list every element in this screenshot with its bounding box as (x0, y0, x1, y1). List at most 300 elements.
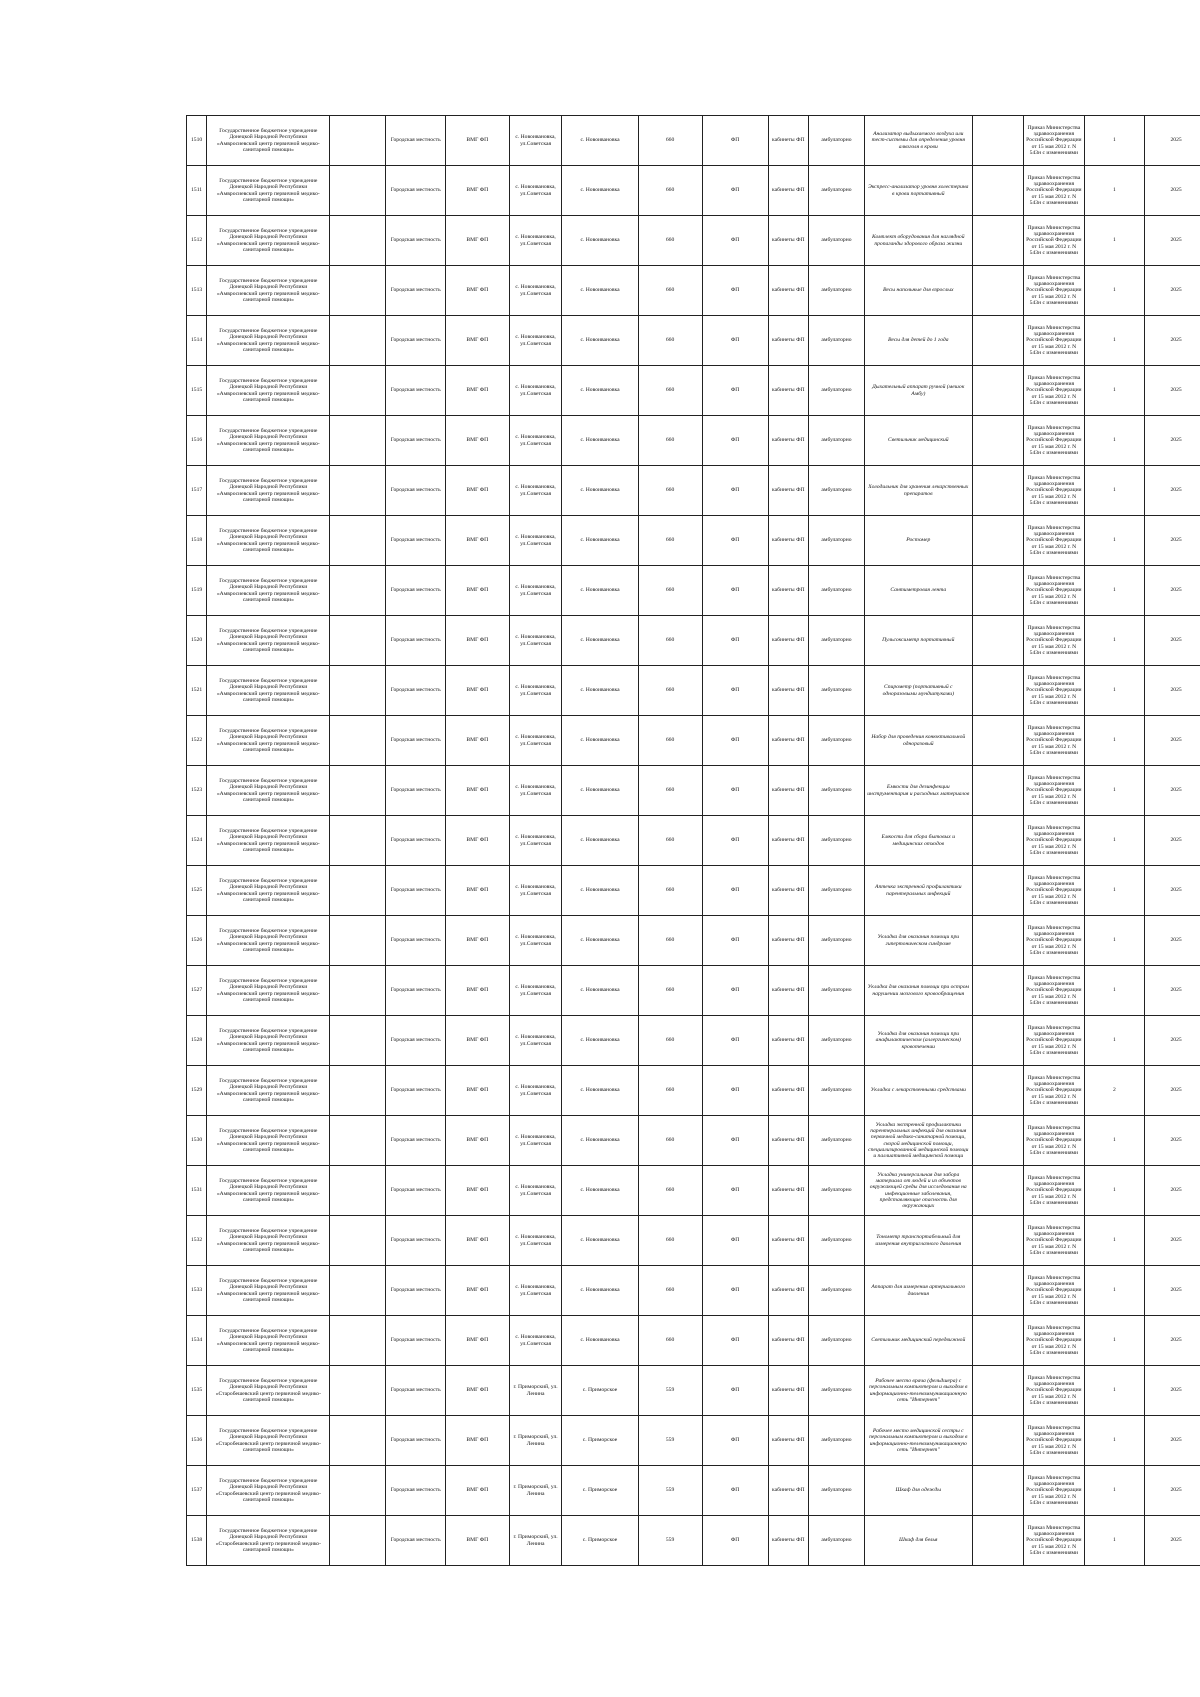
settlement: с. Новоивановка (562, 766, 638, 816)
row-number: 1523 (187, 766, 207, 816)
cabinet: кабинеты ФП (768, 416, 808, 466)
empty-cell (972, 1416, 1024, 1466)
quantity: 1 (1084, 1316, 1145, 1366)
row-number: 1514 (187, 316, 207, 366)
address: г. Приморский, ул. Ленина (509, 1516, 562, 1566)
settlement: с. Новоивановка (562, 566, 638, 616)
address: г. Приморский, ул. Ленина (509, 1466, 562, 1516)
table-row (187, 1116, 1200, 1166)
facility-type: ФП (702, 316, 768, 366)
facility-type: ФП (702, 866, 768, 916)
locality-type: Городская местность (386, 1366, 445, 1416)
address: с. Новоивановка, ул.Советская (509, 466, 562, 516)
equipment-name: Аптечка экстренной профилактики парентеральных инфекций (864, 866, 972, 916)
unit-type: ВМГ ФП (445, 116, 509, 166)
facility-type: ФП (702, 566, 768, 616)
empty-cell (330, 1016, 386, 1066)
quantity: 1 (1084, 916, 1145, 966)
unit-type: ВМГ ФП (445, 1366, 509, 1416)
organization: Государственное бюджетное учреждение Донецкой Народной Республики «Амвросиевский центр первичной медико-санитарной помощи» (207, 1016, 330, 1066)
row-number: 1511 (187, 166, 207, 216)
equipment-name: Укладка универсальная для забора материала от людей и из объектов окружающей среды для исследования на инфекционные заболевания, представляющие опасность для окружающих (864, 1166, 972, 1216)
row-number: 1531 (187, 1166, 207, 1216)
regulation: Приказ Министерства здравоохранения Российской Федерации от 15 мая 2012 г. N 543н с изменениями (1024, 1166, 1085, 1216)
facility-type: ФП (702, 1316, 768, 1366)
facility-type: ФП (702, 1266, 768, 1316)
locality-type: Городская местность (386, 1016, 445, 1066)
cabinet: кабинеты ФП (768, 766, 808, 816)
address: с. Новоивановка, ул.Советская (509, 866, 562, 916)
facility-type: ФП (702, 1066, 768, 1116)
cabinet: кабинеты ФП (768, 366, 808, 416)
equipment-name: Аппарат для измерения артериального давления (864, 1266, 972, 1316)
unit-type: ВМГ ФП (445, 916, 509, 966)
facility-type: ФП (702, 1116, 768, 1166)
regulation: Приказ Министерства здравоохранения Российской Федерации от 15 мая 2012 г. N 543н с изменениями (1024, 1416, 1085, 1466)
table-row (187, 766, 1200, 816)
address: с. Новоивановка, ул.Советская (509, 1116, 562, 1166)
care-form: амбулаторно (808, 616, 864, 666)
row-number: 1527 (187, 966, 207, 1016)
empty-cell (330, 566, 386, 616)
facility-type: ФП (702, 916, 768, 966)
quantity: 1 (1084, 716, 1145, 766)
quantity: 1 (1084, 166, 1145, 216)
locality-type: Городская местность (386, 1166, 445, 1216)
year: 2025 (1145, 866, 1200, 916)
row-number: 1526 (187, 916, 207, 966)
locality-type: Городская местность (386, 666, 445, 716)
year: 2025 (1145, 1116, 1200, 1166)
settlement: с. Новоивановка (562, 616, 638, 666)
empty-cell (330, 1316, 386, 1366)
population: 559 (638, 1366, 702, 1416)
organization: Государственное бюджетное учреждение Донецкой Народной Республики «Амвросиевский центр первичной медико-санитарной помощи» (207, 866, 330, 916)
cabinet: кабинеты ФП (768, 1416, 808, 1466)
equipment-name: Ростомер (864, 516, 972, 566)
regulation: Приказ Министерства здравоохранения Российской Федерации от 15 мая 2012 г. N 543н с изменениями (1024, 666, 1085, 716)
population: 660 (638, 1016, 702, 1066)
empty-cell (330, 266, 386, 316)
empty-cell (972, 566, 1024, 616)
settlement: с. Приморское (562, 1366, 638, 1416)
table-row (187, 966, 1200, 1016)
organization: Государственное бюджетное учреждение Донецкой Народной Республики «Амвросиевский центр первичной медико-санитарной помощи» (207, 1316, 330, 1366)
row-number: 1522 (187, 716, 207, 766)
locality-type: Городская местность (386, 1216, 445, 1266)
table-row (187, 666, 1200, 716)
empty-cell (972, 666, 1024, 716)
population: 660 (638, 1316, 702, 1366)
cabinet: кабинеты ФП (768, 466, 808, 516)
unit-type: ВМГ ФП (445, 1166, 509, 1216)
organization: Государственное бюджетное учреждение Донецкой Народной Республики «Амвросиевский центр первичной медико-санитарной помощи» (207, 1266, 330, 1316)
care-form: амбулаторно (808, 766, 864, 816)
cabinet: кабинеты ФП (768, 716, 808, 766)
table-row (187, 266, 1200, 316)
locality-type: Городская местность (386, 516, 445, 566)
year: 2025 (1145, 1516, 1200, 1566)
empty-cell (972, 1166, 1024, 1216)
population: 660 (638, 1266, 702, 1316)
locality-type: Городская местность (386, 866, 445, 916)
unit-type: ВМГ ФП (445, 566, 509, 616)
year: 2025 (1145, 416, 1200, 466)
regulation: Приказ Министерства здравоохранения Российской Федерации от 15 мая 2012 г. N 543н с изменениями (1024, 1266, 1085, 1316)
settlement: с. Приморское (562, 1516, 638, 1566)
row-number: 1536 (187, 1416, 207, 1466)
cabinet: кабинеты ФП (768, 816, 808, 866)
row-number: 1518 (187, 516, 207, 566)
table-row (187, 466, 1200, 516)
care-form: амбулаторно (808, 1216, 864, 1266)
address: с. Новоивановка, ул.Советская (509, 1316, 562, 1366)
equipment-name: Емкости для дезинфекции инструментария и расходных материалов (864, 766, 972, 816)
organization: Государственное бюджетное учреждение Донецкой Народной Республики «Старобешевский центр первичной медико-санитарной помощи» (207, 1366, 330, 1416)
empty-cell (330, 316, 386, 366)
equipment-name: Спирометр (портативный с одноразовыми мундштуками) (864, 666, 972, 716)
quantity: 1 (1084, 1016, 1145, 1066)
unit-type: ВМГ ФП (445, 816, 509, 866)
empty-cell (330, 716, 386, 766)
facility-type: ФП (702, 1466, 768, 1516)
quantity: 1 (1084, 1116, 1145, 1166)
regulation: Приказ Министерства здравоохранения Российской Федерации от 15 мая 2012 г. N 543н с изменениями (1024, 316, 1085, 366)
empty-cell (330, 1266, 386, 1316)
facility-type: ФП (702, 416, 768, 466)
equipment-name: Укладка экстренной профилактики парентеральных инфекций для оказания первичной медико-санитарной помощи, скорой медицинской помощи, специализированной медицинской помощи и паллиативной медицинской помощи (864, 1116, 972, 1166)
facility-type: ФП (702, 766, 768, 816)
organization: Государственное бюджетное учреждение Донецкой Народной Республики «Амвросиевский центр первичной медико-санитарной помощи» (207, 1166, 330, 1216)
facility-type: ФП (702, 1416, 768, 1466)
address: с. Новоивановка, ул.Советская (509, 266, 562, 316)
table-row (187, 1466, 1200, 1516)
facility-type: ФП (702, 116, 768, 166)
organization: Государственное бюджетное учреждение Донецкой Народной Республики «Амвросиевский центр первичной медико-санитарной помощи» (207, 566, 330, 616)
regulation: Приказ Министерства здравоохранения Российской Федерации от 15 мая 2012 г. N 543н с изменениями (1024, 266, 1085, 316)
row-number: 1521 (187, 666, 207, 716)
regulation: Приказ Министерства здравоохранения Российской Федерации от 15 мая 2012 г. N 543н с изменениями (1024, 1466, 1085, 1516)
equipment-name: Рабочее место врача (фельдшера) с персональным компьютером и выходом в информационно-телекоммуникационную сеть "Интернет" (864, 1366, 972, 1416)
locality-type: Городская местность (386, 116, 445, 166)
locality-type: Городская местность (386, 1466, 445, 1516)
unit-type: ВМГ ФП (445, 766, 509, 816)
locality-type: Городская местность (386, 366, 445, 416)
equipment-name: Укладка для оказания помощи при гипертоническом синдроме (864, 916, 972, 966)
empty-cell (972, 1316, 1024, 1366)
facility-type: ФП (702, 816, 768, 866)
regulation: Приказ Министерства здравоохранения Российской Федерации от 15 мая 2012 г. N 543н с изменениями (1024, 1116, 1085, 1166)
empty-cell (972, 766, 1024, 816)
care-form: амбулаторно (808, 416, 864, 466)
organization: Государственное бюджетное учреждение Донецкой Народной Республики «Амвросиевский центр первичной медико-санитарной помощи» (207, 216, 330, 266)
care-form: амбулаторно (808, 316, 864, 366)
organization: Государственное бюджетное учреждение Донецкой Народной Республики «Амвросиевский центр первичной медико-санитарной помощи» (207, 916, 330, 966)
quantity: 1 (1084, 1516, 1145, 1566)
population: 660 (638, 216, 702, 266)
unit-type: ВМГ ФП (445, 1516, 509, 1566)
address: с. Новоивановка, ул.Советская (509, 566, 562, 616)
unit-type: ВМГ ФП (445, 666, 509, 716)
address: с. Новоивановка, ул.Советская (509, 616, 562, 666)
organization: Государственное бюджетное учреждение Донецкой Народной Республики «Амвросиевский центр первичной медико-санитарной помощи» (207, 366, 330, 416)
organization: Государственное бюджетное учреждение Донецкой Народной Республики «Амвросиевский центр первичной медико-санитарной помощи» (207, 316, 330, 366)
population: 660 (638, 1116, 702, 1166)
settlement: с. Новоивановка (562, 166, 638, 216)
row-number: 1515 (187, 366, 207, 416)
organization: Государственное бюджетное учреждение Донецкой Народной Республики «Амвросиевский центр первичной медико-санитарной помощи» (207, 816, 330, 866)
quantity: 1 (1084, 316, 1145, 366)
settlement: с. Новоивановка (562, 1116, 638, 1166)
quantity: 1 (1084, 266, 1145, 316)
settlement: с. Новоивановка (562, 466, 638, 516)
cabinet: кабинеты ФП (768, 166, 808, 216)
population: 660 (638, 316, 702, 366)
empty-cell (330, 516, 386, 566)
empty-cell (330, 616, 386, 666)
organization: Государственное бюджетное учреждение Донецкой Народной Республики «Амвросиевский центр первичной медико-санитарной помощи» (207, 1216, 330, 1266)
year: 2025 (1145, 316, 1200, 366)
care-form: амбулаторно (808, 1466, 864, 1516)
population: 660 (638, 566, 702, 616)
regulation: Приказ Министерства здравоохранения Российской Федерации от 15 мая 2012 г. N 543н с изменениями (1024, 816, 1085, 866)
table-body (187, 116, 1200, 1566)
table-row (187, 866, 1200, 916)
regulation: Приказ Министерства здравоохранения Российской Федерации от 15 мая 2012 г. N 543н с изменениями (1024, 966, 1085, 1016)
row-number: 1528 (187, 1016, 207, 1066)
unit-type: ВМГ ФП (445, 1416, 509, 1466)
empty-cell (330, 766, 386, 816)
organization: Государственное бюджетное учреждение Донецкой Народной Республики «Амвросиевский центр первичной медико-санитарной помощи» (207, 1066, 330, 1116)
address: с. Новоивановка, ул.Советская (509, 316, 562, 366)
empty-cell (330, 816, 386, 866)
cabinet: кабинеты ФП (768, 566, 808, 616)
unit-type: ВМГ ФП (445, 616, 509, 666)
settlement: с. Новоивановка (562, 216, 638, 266)
care-form: амбулаторно (808, 1416, 864, 1466)
regulation: Приказ Министерства здравоохранения Российской Федерации от 15 мая 2012 г. N 543н с изменениями (1024, 716, 1085, 766)
locality-type: Городская местность (386, 766, 445, 816)
address: с. Новоивановка, ул.Советская (509, 1066, 562, 1116)
organization: Государственное бюджетное учреждение Донецкой Народной Республики «Амвросиевский центр первичной медико-санитарной помощи» (207, 516, 330, 566)
empty-cell (972, 916, 1024, 966)
quantity: 1 (1084, 466, 1145, 516)
empty-cell (972, 616, 1024, 666)
address: г. Приморский, ул. Ленина (509, 1366, 562, 1416)
empty-cell (972, 366, 1024, 416)
quantity: 1 (1084, 566, 1145, 616)
table-row (187, 616, 1200, 666)
year: 2025 (1145, 916, 1200, 966)
year: 2025 (1145, 116, 1200, 166)
care-form: амбулаторно (808, 866, 864, 916)
year: 2025 (1145, 766, 1200, 816)
care-form: амбулаторно (808, 966, 864, 1016)
care-form: амбулаторно (808, 116, 864, 166)
unit-type: ВМГ ФП (445, 316, 509, 366)
organization: Государственное бюджетное учреждение Донецкой Народной Республики «Амвросиевский центр первичной медико-санитарной помощи» (207, 266, 330, 316)
table-row (187, 166, 1200, 216)
quantity: 2 (1084, 1066, 1145, 1116)
unit-type: ВМГ ФП (445, 1466, 509, 1516)
table-row (187, 116, 1200, 166)
empty-cell (330, 1166, 386, 1216)
address: с. Новоивановка, ул.Советская (509, 666, 562, 716)
table-row (187, 1416, 1200, 1466)
locality-type: Городская местность (386, 916, 445, 966)
equipment-name: Экспресс-анализатор уровня холестерина в крови портативный (864, 166, 972, 216)
address: с. Новоивановка, ул.Советская (509, 716, 562, 766)
population: 660 (638, 416, 702, 466)
facility-type: ФП (702, 716, 768, 766)
row-number: 1538 (187, 1516, 207, 1566)
care-form: амбулаторно (808, 266, 864, 316)
care-form: амбулаторно (808, 1516, 864, 1566)
cabinet: кабинеты ФП (768, 1266, 808, 1316)
cabinet: кабинеты ФП (768, 1366, 808, 1416)
table-row (187, 1516, 1200, 1566)
quantity: 1 (1084, 1266, 1145, 1316)
locality-type: Городская местность (386, 1066, 445, 1116)
cabinet: кабинеты ФП (768, 666, 808, 716)
care-form: амбулаторно (808, 466, 864, 516)
regulation: Приказ Министерства здравоохранения Российской Федерации от 15 мая 2012 г. N 543н с изменениями (1024, 1366, 1085, 1416)
address: с. Новоивановка, ул.Советская (509, 516, 562, 566)
year: 2025 (1145, 816, 1200, 866)
table-row (187, 316, 1200, 366)
unit-type: ВМГ ФП (445, 1066, 509, 1116)
population: 660 (638, 866, 702, 916)
quantity: 1 (1084, 666, 1145, 716)
equipment-name: Холодильник для хранения лекарственных препаратов (864, 466, 972, 516)
equipment-name: Светильник медицинский (864, 416, 972, 466)
settlement: с. Новоивановка (562, 1166, 638, 1216)
table-row (187, 516, 1200, 566)
regulation: Приказ Министерства здравоохранения Российской Федерации от 15 мая 2012 г. N 543н с изменениями (1024, 916, 1085, 966)
regulation: Приказ Министерства здравоохранения Российской Федерации от 15 мая 2012 г. N 543н с изменениями (1024, 416, 1085, 466)
empty-cell (972, 966, 1024, 1016)
empty-cell (330, 866, 386, 916)
population: 660 (638, 816, 702, 866)
organization: Государственное бюджетное учреждение Донецкой Народной Республики «Амвросиевский центр первичной медико-санитарной помощи» (207, 466, 330, 516)
empty-cell (972, 1466, 1024, 1516)
population: 660 (638, 116, 702, 166)
care-form: амбулаторно (808, 1316, 864, 1366)
locality-type: Городская местность (386, 166, 445, 216)
locality-type: Городская местность (386, 616, 445, 666)
population: 660 (638, 916, 702, 966)
unit-type: ВМГ ФП (445, 716, 509, 766)
organization: Государственное бюджетное учреждение Донецкой Народной Республики «Амвросиевский центр первичной медико-санитарной помощи» (207, 616, 330, 666)
unit-type: ВМГ ФП (445, 366, 509, 416)
organization: Государственное бюджетное учреждение Донецкой Народной Республики «Амвросиевский центр первичной медико-санитарной помощи» (207, 116, 330, 166)
table-row (187, 1216, 1200, 1266)
quantity: 1 (1084, 416, 1145, 466)
regulation: Приказ Министерства здравоохранения Российской Федерации от 15 мая 2012 г. N 543н с изменениями (1024, 1216, 1085, 1266)
equipment-table (186, 115, 1200, 1566)
table-row (187, 1316, 1200, 1366)
facility-type: ФП (702, 966, 768, 1016)
equipment-name: Пульсоксиметр портативный (864, 616, 972, 666)
regulation: Приказ Министерства здравоохранения Российской Федерации от 15 мая 2012 г. N 543н с изменениями (1024, 366, 1085, 416)
empty-cell (972, 1216, 1024, 1266)
empty-cell (330, 366, 386, 416)
population: 660 (638, 1166, 702, 1216)
year: 2025 (1145, 1416, 1200, 1466)
regulation: Приказ Министерства здравоохранения Российской Федерации от 15 мая 2012 г. N 543н с изменениями (1024, 466, 1085, 516)
settlement: с. Новоивановка (562, 666, 638, 716)
equipment-name: Комплект оборудования для наглядной пропаганды здорового образа жизни (864, 216, 972, 266)
quantity: 1 (1084, 616, 1145, 666)
facility-type: ФП (702, 466, 768, 516)
quantity: 1 (1084, 766, 1145, 816)
table-row (187, 1166, 1200, 1216)
equipment-name: Весы для детей до 1 года (864, 316, 972, 366)
locality-type: Городская местность (386, 1266, 445, 1316)
unit-type: ВМГ ФП (445, 466, 509, 516)
address: с. Новоивановка, ул.Советская (509, 416, 562, 466)
organization: Государственное бюджетное учреждение Донецкой Народной Республики «Амвросиевский центр первичной медико-санитарной помощи» (207, 416, 330, 466)
facility-type: ФП (702, 366, 768, 416)
care-form: амбулаторно (808, 816, 864, 866)
regulation: Приказ Министерства здравоохранения Российской Федерации от 15 мая 2012 г. N 543н с изменениями (1024, 866, 1085, 916)
row-number: 1516 (187, 416, 207, 466)
cabinet: кабинеты ФП (768, 1166, 808, 1216)
facility-type: ФП (702, 1216, 768, 1266)
equipment-name: Емкости для сбора бытовых и медицинских отходов (864, 816, 972, 866)
empty-cell (972, 1516, 1024, 1566)
population: 660 (638, 616, 702, 666)
table-row (187, 916, 1200, 966)
population: 660 (638, 716, 702, 766)
row-number: 1533 (187, 1266, 207, 1316)
unit-type: ВМГ ФП (445, 966, 509, 1016)
settlement: с. Новоивановка (562, 116, 638, 166)
table-row (187, 816, 1200, 866)
equipment-name: Укладка с лекарственными средствами (864, 1066, 972, 1116)
year: 2025 (1145, 1216, 1200, 1266)
address: с. Новоивановка, ул.Советская (509, 766, 562, 816)
regulation: Приказ Министерства здравоохранения Российской Федерации от 15 мая 2012 г. N 543н с изменениями (1024, 216, 1085, 266)
locality-type: Городская местность (386, 1416, 445, 1466)
empty-cell (972, 816, 1024, 866)
locality-type: Городская местность (386, 1116, 445, 1166)
address: с. Новоивановка, ул.Советская (509, 166, 562, 216)
year: 2025 (1145, 1016, 1200, 1066)
cabinet: кабинеты ФП (768, 266, 808, 316)
locality-type: Городская местность (386, 216, 445, 266)
facility-type: ФП (702, 516, 768, 566)
unit-type: ВМГ ФП (445, 1316, 509, 1366)
cabinet: кабинеты ФП (768, 1016, 808, 1066)
table-row (187, 416, 1200, 466)
settlement: с. Новоивановка (562, 516, 638, 566)
cabinet: кабинеты ФП (768, 116, 808, 166)
settlement: с. Новоивановка (562, 966, 638, 1016)
unit-type: ВМГ ФП (445, 1216, 509, 1266)
cabinet: кабинеты ФП (768, 966, 808, 1016)
population: 660 (638, 766, 702, 816)
population: 660 (638, 166, 702, 216)
year: 2025 (1145, 566, 1200, 616)
quantity: 1 (1084, 866, 1145, 916)
facility-type: ФП (702, 216, 768, 266)
quantity: 1 (1084, 1466, 1145, 1516)
population: 559 (638, 1416, 702, 1466)
year: 2025 (1145, 1266, 1200, 1316)
population: 660 (638, 966, 702, 1016)
care-form: амбулаторно (808, 916, 864, 966)
